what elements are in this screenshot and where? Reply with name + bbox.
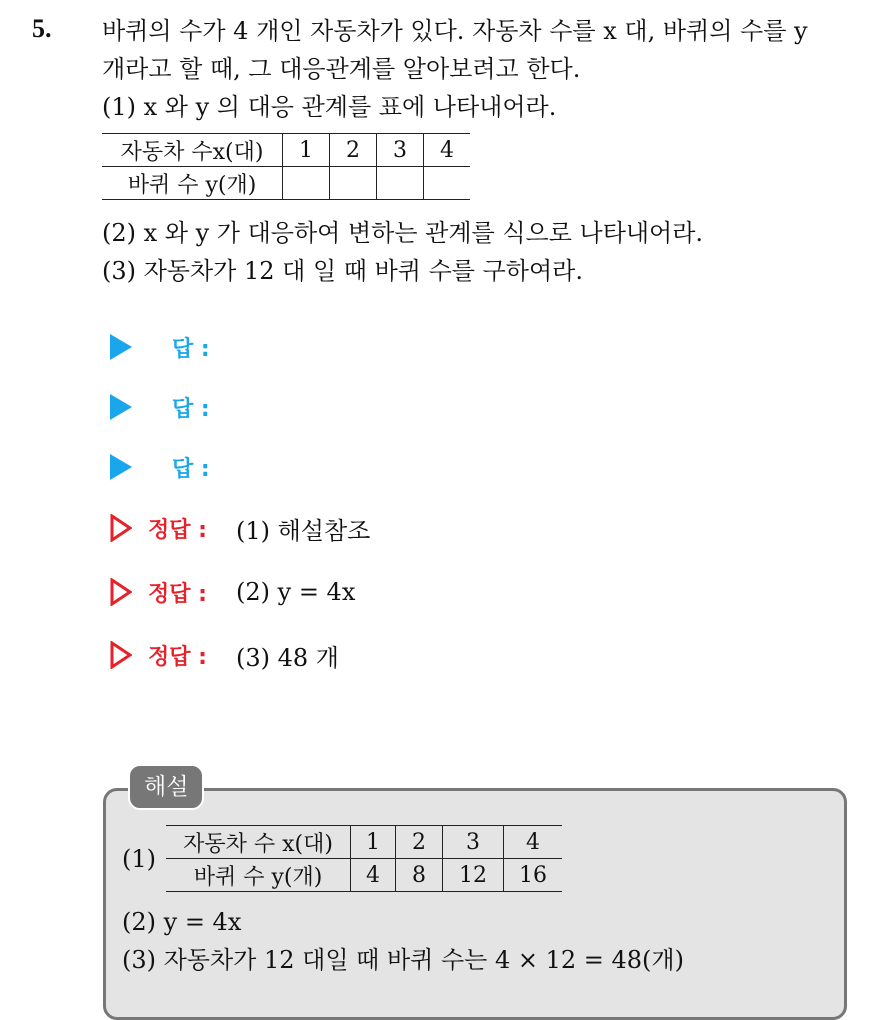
correct-label: 정답 : xyxy=(148,517,207,543)
play-triangle-icon xyxy=(110,454,132,480)
table-cell-empty[interactable] xyxy=(330,167,377,200)
table-header-cars: 자동차 수x(대) xyxy=(102,134,283,167)
table-cell-empty[interactable] xyxy=(424,167,471,200)
correct-text: (2) y = 4x xyxy=(236,578,356,606)
table-cell: 4 xyxy=(424,134,471,167)
correct-text: (1) 해설참조 xyxy=(236,516,371,545)
answer-label: 답 : xyxy=(172,456,210,482)
table-header-cars: 자동차 수 x(대) xyxy=(166,826,351,859)
solution-part1-label: (1) xyxy=(122,845,156,873)
correct-answer-3 xyxy=(110,639,339,672)
question-table xyxy=(102,133,470,200)
table-cell: 1 xyxy=(283,134,330,167)
table-cell: 1 xyxy=(351,826,396,859)
table-cell: 4 xyxy=(504,826,563,859)
table-cell: 2 xyxy=(330,134,377,167)
table-row xyxy=(102,167,470,200)
correct-answer-2 xyxy=(110,576,356,608)
question-line-3: (1) x 와 y 의 대응 관계를 표에 나타내어라. xyxy=(102,93,557,121)
solution-box xyxy=(103,788,847,1020)
correct-label: 정답 : xyxy=(148,644,207,670)
answer-label: 답 : xyxy=(172,336,210,362)
table-header-wheels: 바퀴 수 y(개) xyxy=(166,859,351,892)
answer-label: 답 : xyxy=(172,396,210,422)
solution-line-3: (3) 자동차가 12 대일 때 바퀴 수는 4 × 12 = 48(개) xyxy=(122,946,684,974)
table-cell-empty[interactable] xyxy=(377,167,424,200)
table-cell: 3 xyxy=(377,134,424,167)
table-row xyxy=(166,859,562,892)
outline-triangle-icon xyxy=(110,578,132,606)
solution-tag: 해설 xyxy=(128,764,204,810)
question-sub-2: (2) x 와 y 가 대응하여 변하는 관계를 식으로 나타내어라. xyxy=(102,219,704,247)
answer-line-3[interactable] xyxy=(110,451,210,483)
table-cell: 12 xyxy=(443,859,504,892)
correct-label: 정답 : xyxy=(148,581,207,607)
question-line-2: 개라고 할 때, 그 대응관계를 알아보려고 한다. xyxy=(102,55,581,83)
answer-line-1[interactable] xyxy=(110,331,210,363)
table-row xyxy=(102,134,470,167)
outline-triangle-icon xyxy=(110,641,132,669)
play-triangle-icon xyxy=(110,394,132,420)
solution-line-2: (2) y = 4x xyxy=(122,908,242,936)
table-header-wheels: 바퀴 수 y(개) xyxy=(102,167,283,200)
table-row xyxy=(166,826,562,859)
question-sub-3: (3) 자동차가 12 대 일 때 바퀴 수를 구하여라. xyxy=(102,257,583,285)
outline-triangle-icon xyxy=(110,514,132,542)
table-cell: 3 xyxy=(443,826,504,859)
correct-text: (3) 48 개 xyxy=(236,643,339,672)
question-line-1: 바퀴의 수가 4 개인 자동차가 있다. 자동차 수를 x 대, 바퀴의 수를 y xyxy=(102,17,808,45)
solution-table xyxy=(166,825,562,892)
table-cell: 4 xyxy=(351,859,396,892)
answer-line-2[interactable] xyxy=(110,391,210,423)
table-cell: 2 xyxy=(396,826,443,859)
table-cell: 8 xyxy=(396,859,443,892)
play-triangle-icon xyxy=(110,334,132,360)
table-cell-empty[interactable] xyxy=(283,167,330,200)
table-cell: 16 xyxy=(504,859,563,892)
question-number: 5. xyxy=(32,14,52,43)
correct-answer-1 xyxy=(110,512,371,545)
